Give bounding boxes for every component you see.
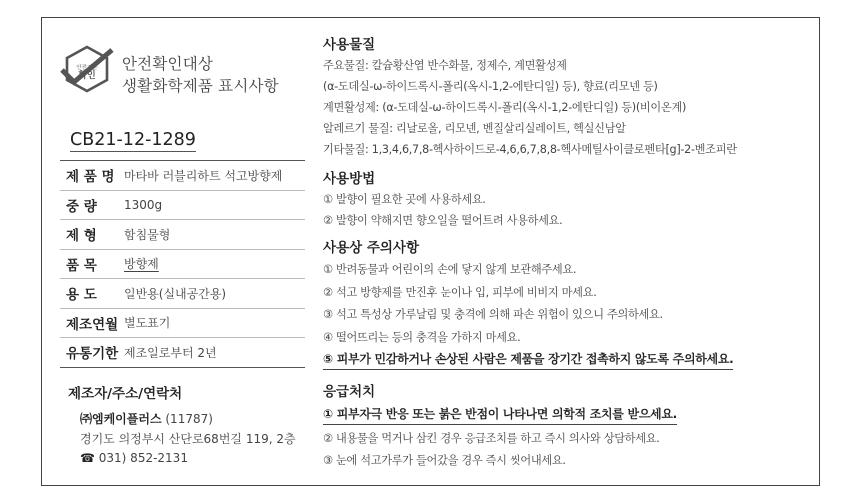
caution-item: ① 반려동물과 어린이의 손에 닿지 않게 보관해주세요.	[323, 263, 577, 276]
manufacturer-company	[80, 410, 213, 427]
safety-check-badge-icon	[60, 44, 114, 94]
info-row-weight	[60, 191, 305, 221]
brand-subtitle: 생활화학제품 표시사항	[122, 77, 279, 95]
info-label: 중 량	[66, 198, 97, 215]
substance-line: 알레르기 물질: 리날로올, 리모넨, 벤질살리실레이트, 헥실신남알	[323, 122, 626, 135]
info-value: 별도표기	[124, 316, 171, 331]
caution-item: ④ 떨어뜨리는 등의 충격을 가하지 마세요.	[323, 331, 521, 344]
info-value: 제조일로부터 2년	[124, 345, 217, 360]
info-value: 함침물형	[124, 227, 171, 242]
info-label: 제 형	[66, 228, 97, 245]
substance-line: (α-도데실-ω-하이드록시-폴리(옥시-1,2-에탄디일) 등), 향료(리모넨 등)	[323, 80, 658, 93]
info-label: 용 도	[66, 287, 97, 304]
company-name: ㈜엠케이플러스	[80, 412, 162, 426]
first-aid-item: ③ 눈에 석고가루가 들어갔을 경우 즉시 씻어내세요.	[323, 454, 566, 467]
manufacturer-phone	[80, 451, 188, 465]
info-value: 방향제	[124, 257, 159, 272]
info-row-form	[60, 220, 305, 250]
manufacturer-address: 경기도 의정부시 산단로68번길 119, 2층	[80, 432, 296, 446]
badge-main-text: 확인	[78, 71, 96, 81]
phone-number: 031) 852-2131	[98, 451, 188, 465]
certification-code: CB21-12-1289	[70, 130, 196, 150]
info-value: 1300g	[124, 197, 163, 212]
caution-item: ② 석고 방향제를 만진후 눈이나 입, 피부에 비비지 마세요.	[323, 286, 597, 299]
usage-item: ② 발향이 약해지면 향오일을 떨어트려 사용하세요.	[323, 214, 563, 227]
caution-item: ③ 석고 특성상 가루날림 및 충격에 의해 파손 위험이 있으니 주의하세요.	[323, 308, 663, 321]
usage-item: ① 발향이 필요한 곳에 사용하세요.	[323, 193, 486, 206]
info-value: 마타바 러블리하트 석고방향제	[124, 168, 283, 183]
company-postal: (11787)	[161, 412, 213, 426]
telephone-icon: ☎	[80, 451, 95, 465]
info-row-product-name	[60, 160, 305, 191]
substance-line: 계면활성제: (α-도데실-ω-하이드록시-폴리(옥시-1,2-에탄디일) 등)(비이온계)	[323, 101, 687, 114]
first-aid-item: ② 내용물을 먹거나 삼킨 경우 응급조치를 하고 즉시 의사와 상담하세요.	[323, 432, 660, 445]
caution-emphasis	[323, 350, 803, 370]
info-row-category	[60, 250, 305, 280]
first-aid-emphasis	[323, 405, 803, 425]
info-label: 제조연월	[66, 316, 119, 333]
manufacturer-heading: 제조자/주소/연락처	[68, 386, 183, 402]
first-aid-heading: 응급처치	[323, 384, 376, 400]
substance-line: 주요물질: 칼슘황산염 반수화물, 정제수, 계면활성제	[323, 59, 567, 72]
usage-heading: 사용방법	[323, 171, 376, 187]
info-value: 일반용(실내공간용)	[124, 286, 227, 301]
info-label: 유통기한	[66, 346, 119, 363]
info-row-expiry	[60, 338, 305, 368]
product-info-table	[60, 160, 305, 368]
substances-heading: 사용물질	[323, 37, 376, 53]
substance-line: 기타물질: 1,3,4,6,7,8-헥사하이드로-4,6,6,7,8,8-헥사메틸사이클로펜타[g]-2-벤조피란	[323, 143, 737, 156]
info-row-use	[60, 279, 305, 309]
info-label: 제 품 명	[66, 169, 115, 186]
info-row-manufacture-date	[60, 309, 305, 339]
brand-title: 안전확인대상	[122, 55, 214, 73]
cautions-heading: 사용상 주의사항	[323, 240, 419, 256]
badge-small-text: 안전기준	[76, 65, 98, 71]
info-label: 품 목	[66, 257, 97, 274]
first-aid-emphasis-text: ① 피부자극 반응 또는 붉은 반점이 나타나면 의학적 조치를 받으세요.	[323, 405, 677, 425]
caution-emphasis-text: ⑤ 피부가 민감하거나 손상된 사람은 제품을 장기간 접촉하지 않도록 주의하세요.	[323, 350, 733, 370]
